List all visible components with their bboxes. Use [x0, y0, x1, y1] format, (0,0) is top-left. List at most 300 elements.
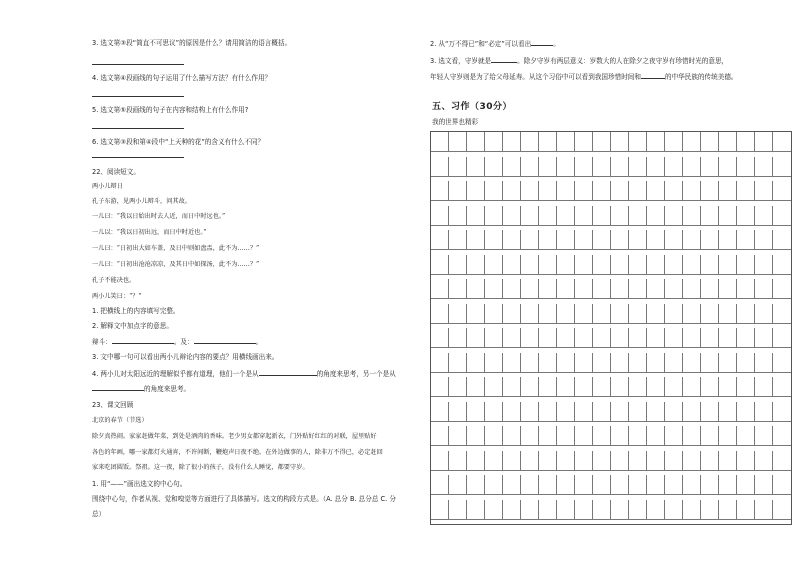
- grid-cell[interactable]: [449, 255, 467, 275]
- grid-cell[interactable]: [521, 304, 539, 324]
- grid-cell[interactable]: [539, 353, 557, 373]
- grid-cell[interactable]: [647, 402, 665, 422]
- fill-blank[interactable]: [194, 337, 256, 344]
- grid-cell[interactable]: [575, 328, 593, 348]
- grid-cell[interactable]: [647, 451, 665, 471]
- grid-cell[interactable]: [557, 353, 575, 373]
- grid-cell[interactable]: [521, 255, 539, 275]
- grid-cell[interactable]: [485, 426, 503, 446]
- grid-cell[interactable]: [629, 402, 647, 422]
- grid-cell[interactable]: [755, 426, 773, 446]
- grid-cell[interactable]: [575, 402, 593, 422]
- grid-cell[interactable]: [503, 353, 521, 373]
- grid-cell[interactable]: [521, 451, 539, 471]
- grid-cell[interactable]: [773, 328, 791, 348]
- grid-cell[interactable]: [737, 132, 755, 152]
- grid-cell[interactable]: [557, 279, 575, 299]
- grid-cell[interactable]: [683, 377, 701, 397]
- grid-cell[interactable]: [629, 304, 647, 324]
- answer-line[interactable]: [92, 96, 184, 97]
- grid-cell[interactable]: [449, 377, 467, 397]
- grid-cell[interactable]: [575, 206, 593, 226]
- grid-cell[interactable]: [773, 230, 791, 250]
- grid-cell[interactable]: [683, 475, 701, 495]
- grid-cell[interactable]: [701, 304, 719, 324]
- grid-cell[interactable]: [503, 181, 521, 201]
- grid-cell[interactable]: [485, 402, 503, 422]
- grid-cell[interactable]: [503, 255, 521, 275]
- grid-cell[interactable]: [575, 279, 593, 299]
- grid-cell[interactable]: [521, 157, 539, 177]
- grid-cell[interactable]: [467, 451, 485, 471]
- grid-cell[interactable]: [503, 328, 521, 348]
- grid-cell[interactable]: [521, 132, 539, 152]
- grid-cell[interactable]: [611, 157, 629, 177]
- grid-cell[interactable]: [467, 206, 485, 226]
- grid-cell[interactable]: [755, 451, 773, 471]
- grid-cell[interactable]: [755, 132, 773, 152]
- grid-cell[interactable]: [629, 377, 647, 397]
- grid-cell[interactable]: [431, 353, 449, 373]
- grid-cell[interactable]: [683, 500, 701, 520]
- grid-cell[interactable]: [737, 353, 755, 373]
- grid-cell[interactable]: [737, 377, 755, 397]
- grid-cell[interactable]: [647, 157, 665, 177]
- grid-cell[interactable]: [431, 475, 449, 495]
- grid-cell[interactable]: [557, 304, 575, 324]
- grid-cell[interactable]: [629, 206, 647, 226]
- grid-cell[interactable]: [503, 402, 521, 422]
- grid-cell[interactable]: [467, 328, 485, 348]
- grid-cell[interactable]: [629, 279, 647, 299]
- grid-cell[interactable]: [467, 426, 485, 446]
- grid-cell[interactable]: [485, 475, 503, 495]
- grid-cell[interactable]: [557, 377, 575, 397]
- grid-cell[interactable]: [575, 500, 593, 520]
- grid-cell[interactable]: [539, 402, 557, 422]
- grid-cell[interactable]: [629, 426, 647, 446]
- grid-cell[interactable]: [467, 304, 485, 324]
- grid-cell[interactable]: [719, 475, 737, 495]
- grid-cell[interactable]: [593, 230, 611, 250]
- grid-cell[interactable]: [755, 377, 773, 397]
- grid-cell[interactable]: [449, 328, 467, 348]
- grid-cell[interactable]: [539, 132, 557, 152]
- grid-cell[interactable]: [593, 475, 611, 495]
- grid-cell[interactable]: [467, 255, 485, 275]
- grid-cell[interactable]: [719, 500, 737, 520]
- grid-cell[interactable]: [719, 132, 737, 152]
- grid-cell[interactable]: [557, 181, 575, 201]
- grid-cell[interactable]: [755, 206, 773, 226]
- grid-cell[interactable]: [647, 181, 665, 201]
- grid-cell[interactable]: [773, 255, 791, 275]
- grid-cell[interactable]: [431, 426, 449, 446]
- grid-cell[interactable]: [665, 475, 683, 495]
- grid-cell[interactable]: [737, 230, 755, 250]
- grid-cell[interactable]: [485, 255, 503, 275]
- grid-cell[interactable]: [521, 230, 539, 250]
- grid-cell[interactable]: [611, 206, 629, 226]
- grid-cell[interactable]: [611, 377, 629, 397]
- grid-cell[interactable]: [611, 353, 629, 373]
- grid-cell[interactable]: [611, 402, 629, 422]
- grid-cell[interactable]: [485, 377, 503, 397]
- grid-cell[interactable]: [629, 157, 647, 177]
- grid-cell[interactable]: [431, 157, 449, 177]
- grid-cell[interactable]: [611, 230, 629, 250]
- grid-cell[interactable]: [611, 451, 629, 471]
- grid-cell[interactable]: [683, 181, 701, 201]
- grid-cell[interactable]: [467, 230, 485, 250]
- grid-cell[interactable]: [773, 500, 791, 520]
- grid-cell[interactable]: [665, 377, 683, 397]
- grid-cell[interactable]: [683, 230, 701, 250]
- grid-cell[interactable]: [755, 279, 773, 299]
- grid-cell[interactable]: [593, 377, 611, 397]
- grid-cell[interactable]: [629, 500, 647, 520]
- grid-cell[interactable]: [467, 475, 485, 495]
- grid-cell[interactable]: [539, 500, 557, 520]
- grid-cell[interactable]: [701, 426, 719, 446]
- grid-cell[interactable]: [665, 451, 683, 471]
- grid-cell[interactable]: [773, 279, 791, 299]
- grid-cell[interactable]: [503, 377, 521, 397]
- grid-cell[interactable]: [521, 500, 539, 520]
- grid-cell[interactable]: [773, 206, 791, 226]
- grid-cell[interactable]: [521, 206, 539, 226]
- grid-cell[interactable]: [449, 475, 467, 495]
- grid-cell[interactable]: [737, 500, 755, 520]
- grid-cell[interactable]: [431, 500, 449, 520]
- grid-cell[interactable]: [755, 304, 773, 324]
- grid-cell[interactable]: [701, 353, 719, 373]
- grid-cell[interactable]: [557, 255, 575, 275]
- grid-cell[interactable]: [701, 181, 719, 201]
- grid-cell[interactable]: [449, 157, 467, 177]
- grid-cell[interactable]: [701, 377, 719, 397]
- grid-cell[interactable]: [575, 451, 593, 471]
- grid-cell[interactable]: [539, 255, 557, 275]
- fill-blank[interactable]: [112, 337, 174, 344]
- grid-cell[interactable]: [701, 451, 719, 471]
- grid-cell[interactable]: [575, 353, 593, 373]
- grid-cell[interactable]: [431, 206, 449, 226]
- grid-cell[interactable]: [575, 304, 593, 324]
- grid-cell[interactable]: [683, 255, 701, 275]
- grid-cell[interactable]: [593, 451, 611, 471]
- grid-cell[interactable]: [611, 328, 629, 348]
- grid-cell[interactable]: [773, 181, 791, 201]
- grid-cell[interactable]: [467, 279, 485, 299]
- grid-cell[interactable]: [539, 426, 557, 446]
- grid-cell[interactable]: [755, 181, 773, 201]
- grid-cell[interactable]: [539, 475, 557, 495]
- grid-cell[interactable]: [701, 402, 719, 422]
- grid-cell[interactable]: [665, 279, 683, 299]
- writing-grid[interactable]: [430, 131, 792, 525]
- grid-cell[interactable]: [431, 255, 449, 275]
- grid-cell[interactable]: [665, 304, 683, 324]
- grid-cell[interactable]: [737, 402, 755, 422]
- grid-cell[interactable]: [521, 181, 539, 201]
- grid-cell[interactable]: [521, 475, 539, 495]
- grid-cell[interactable]: [485, 157, 503, 177]
- fill-blank[interactable]: [531, 39, 553, 46]
- grid-cell[interactable]: [449, 353, 467, 373]
- grid-cell[interactable]: [593, 500, 611, 520]
- grid-cell[interactable]: [539, 230, 557, 250]
- grid-cell[interactable]: [647, 304, 665, 324]
- grid-cell[interactable]: [521, 402, 539, 422]
- grid-cell[interactable]: [557, 402, 575, 422]
- grid-cell[interactable]: [719, 402, 737, 422]
- grid-cell[interactable]: [593, 353, 611, 373]
- grid-cell[interactable]: [449, 206, 467, 226]
- grid-cell[interactable]: [575, 132, 593, 152]
- grid-cell[interactable]: [665, 500, 683, 520]
- grid-cell[interactable]: [431, 304, 449, 324]
- grid-cell[interactable]: [647, 279, 665, 299]
- grid-cell[interactable]: [701, 206, 719, 226]
- fill-blank[interactable]: [491, 56, 517, 63]
- grid-cell[interactable]: [611, 426, 629, 446]
- grid-cell[interactable]: [539, 451, 557, 471]
- grid-cell[interactable]: [629, 475, 647, 495]
- grid-cell[interactable]: [719, 377, 737, 397]
- grid-cell[interactable]: [773, 475, 791, 495]
- grid-cell[interactable]: [575, 426, 593, 446]
- grid-cell[interactable]: [467, 500, 485, 520]
- grid-cell[interactable]: [629, 132, 647, 152]
- grid-cell[interactable]: [719, 279, 737, 299]
- grid-cell[interactable]: [431, 328, 449, 348]
- grid-cell[interactable]: [719, 451, 737, 471]
- grid-cell[interactable]: [737, 451, 755, 471]
- grid-cell[interactable]: [737, 279, 755, 299]
- grid-cell[interactable]: [737, 255, 755, 275]
- grid-cell[interactable]: [521, 426, 539, 446]
- grid-cell[interactable]: [557, 230, 575, 250]
- grid-cell[interactable]: [701, 255, 719, 275]
- grid-cell[interactable]: [449, 402, 467, 422]
- fill-blank[interactable]: [92, 384, 144, 391]
- grid-cell[interactable]: [611, 279, 629, 299]
- grid-cell[interactable]: [719, 255, 737, 275]
- grid-cell[interactable]: [737, 304, 755, 324]
- grid-cell[interactable]: [431, 132, 449, 152]
- grid-cell[interactable]: [665, 426, 683, 446]
- grid-cell[interactable]: [449, 500, 467, 520]
- grid-cell[interactable]: [665, 132, 683, 152]
- grid-cell[interactable]: [593, 304, 611, 324]
- grid-cell[interactable]: [557, 500, 575, 520]
- fill-blank[interactable]: [259, 369, 317, 376]
- grid-cell[interactable]: [647, 377, 665, 397]
- grid-cell[interactable]: [719, 353, 737, 373]
- grid-cell[interactable]: [773, 426, 791, 446]
- grid-cell[interactable]: [503, 304, 521, 324]
- grid-cell[interactable]: [629, 353, 647, 373]
- grid-cell[interactable]: [557, 206, 575, 226]
- grid-cell[interactable]: [755, 353, 773, 373]
- grid-cell[interactable]: [701, 230, 719, 250]
- grid-cell[interactable]: [557, 157, 575, 177]
- grid-cell[interactable]: [611, 475, 629, 495]
- grid-cell[interactable]: [503, 157, 521, 177]
- grid-cell[interactable]: [665, 181, 683, 201]
- grid-cell[interactable]: [629, 328, 647, 348]
- grid-cell[interactable]: [467, 353, 485, 373]
- grid-cell[interactable]: [485, 230, 503, 250]
- grid-cell[interactable]: [683, 328, 701, 348]
- grid-cell[interactable]: [737, 426, 755, 446]
- grid-cell[interactable]: [557, 132, 575, 152]
- grid-cell[interactable]: [683, 304, 701, 324]
- grid-cell[interactable]: [665, 353, 683, 373]
- grid-cell[interactable]: [503, 426, 521, 446]
- grid-cell[interactable]: [431, 451, 449, 471]
- grid-cell[interactable]: [647, 353, 665, 373]
- grid-cell[interactable]: [719, 230, 737, 250]
- grid-cell[interactable]: [755, 475, 773, 495]
- grid-cell[interactable]: [611, 181, 629, 201]
- grid-cell[interactable]: [575, 157, 593, 177]
- grid-cell[interactable]: [485, 206, 503, 226]
- grid-cell[interactable]: [521, 377, 539, 397]
- grid-cell[interactable]: [647, 230, 665, 250]
- grid-cell[interactable]: [485, 279, 503, 299]
- grid-cell[interactable]: [503, 279, 521, 299]
- grid-cell[interactable]: [467, 402, 485, 422]
- grid-cell[interactable]: [521, 279, 539, 299]
- grid-cell[interactable]: [737, 475, 755, 495]
- grid-cell[interactable]: [683, 402, 701, 422]
- grid-cell[interactable]: [539, 181, 557, 201]
- grid-cell[interactable]: [503, 132, 521, 152]
- grid-cell[interactable]: [485, 181, 503, 201]
- grid-cell[interactable]: [683, 157, 701, 177]
- grid-cell[interactable]: [485, 328, 503, 348]
- grid-cell[interactable]: [665, 402, 683, 422]
- grid-cell[interactable]: [719, 304, 737, 324]
- grid-cell[interactable]: [593, 181, 611, 201]
- grid-cell[interactable]: [503, 230, 521, 250]
- grid-cell[interactable]: [575, 181, 593, 201]
- grid-cell[interactable]: [665, 328, 683, 348]
- grid-cell[interactable]: [737, 157, 755, 177]
- grid-cell[interactable]: [755, 328, 773, 348]
- grid-cell[interactable]: [773, 451, 791, 471]
- grid-cell[interactable]: [701, 157, 719, 177]
- grid-cell[interactable]: [773, 132, 791, 152]
- grid-cell[interactable]: [683, 426, 701, 446]
- grid-cell[interactable]: [593, 157, 611, 177]
- grid-cell[interactable]: [485, 353, 503, 373]
- grid-cell[interactable]: [701, 500, 719, 520]
- grid-cell[interactable]: [737, 206, 755, 226]
- grid-cell[interactable]: [629, 230, 647, 250]
- grid-cell[interactable]: [665, 230, 683, 250]
- grid-cell[interactable]: [773, 353, 791, 373]
- grid-cell[interactable]: [449, 132, 467, 152]
- grid-cell[interactable]: [629, 255, 647, 275]
- grid-cell[interactable]: [575, 230, 593, 250]
- grid-cell[interactable]: [557, 426, 575, 446]
- grid-cell[interactable]: [665, 255, 683, 275]
- grid-cell[interactable]: [467, 132, 485, 152]
- grid-cell[interactable]: [629, 181, 647, 201]
- grid-cell[interactable]: [701, 328, 719, 348]
- grid-cell[interactable]: [575, 255, 593, 275]
- grid-cell[interactable]: [719, 181, 737, 201]
- grid-cell[interactable]: [719, 157, 737, 177]
- grid-cell[interactable]: [485, 451, 503, 471]
- grid-cell[interactable]: [683, 279, 701, 299]
- grid-cell[interactable]: [431, 402, 449, 422]
- grid-cell[interactable]: [755, 157, 773, 177]
- grid-cell[interactable]: [701, 279, 719, 299]
- grid-cell[interactable]: [485, 304, 503, 324]
- grid-cell[interactable]: [539, 377, 557, 397]
- grid-cell[interactable]: [665, 157, 683, 177]
- grid-cell[interactable]: [611, 500, 629, 520]
- grid-cell[interactable]: [593, 328, 611, 348]
- grid-cell[interactable]: [755, 230, 773, 250]
- grid-cell[interactable]: [449, 230, 467, 250]
- grid-cell[interactable]: [611, 132, 629, 152]
- fill-blank[interactable]: [641, 72, 665, 79]
- grid-cell[interactable]: [647, 206, 665, 226]
- grid-cell[interactable]: [431, 230, 449, 250]
- grid-cell[interactable]: [575, 377, 593, 397]
- grid-cell[interactable]: [647, 255, 665, 275]
- grid-cell[interactable]: [575, 475, 593, 495]
- grid-cell[interactable]: [521, 328, 539, 348]
- grid-cell[interactable]: [755, 255, 773, 275]
- grid-cell[interactable]: [449, 426, 467, 446]
- grid-cell[interactable]: [647, 475, 665, 495]
- grid-cell[interactable]: [431, 181, 449, 201]
- grid-cell[interactable]: [629, 451, 647, 471]
- grid-cell[interactable]: [665, 206, 683, 226]
- grid-cell[interactable]: [737, 328, 755, 348]
- grid-cell[interactable]: [431, 377, 449, 397]
- grid-cell[interactable]: [503, 451, 521, 471]
- grid-cell[interactable]: [701, 475, 719, 495]
- grid-cell[interactable]: [773, 157, 791, 177]
- grid-cell[interactable]: [719, 206, 737, 226]
- answer-line[interactable]: [92, 128, 184, 129]
- grid-cell[interactable]: [539, 157, 557, 177]
- grid-cell[interactable]: [539, 304, 557, 324]
- grid-cell[interactable]: [647, 132, 665, 152]
- grid-cell[interactable]: [485, 500, 503, 520]
- grid-cell[interactable]: [449, 451, 467, 471]
- grid-cell[interactable]: [647, 328, 665, 348]
- grid-cell[interactable]: [593, 206, 611, 226]
- grid-cell[interactable]: [755, 402, 773, 422]
- grid-cell[interactable]: [467, 377, 485, 397]
- grid-cell[interactable]: [683, 353, 701, 373]
- grid-cell[interactable]: [683, 206, 701, 226]
- grid-cell[interactable]: [647, 500, 665, 520]
- grid-cell[interactable]: [485, 132, 503, 152]
- answer-line[interactable]: [92, 157, 184, 158]
- grid-cell[interactable]: [701, 132, 719, 152]
- grid-cell[interactable]: [449, 279, 467, 299]
- grid-cell[interactable]: [719, 426, 737, 446]
